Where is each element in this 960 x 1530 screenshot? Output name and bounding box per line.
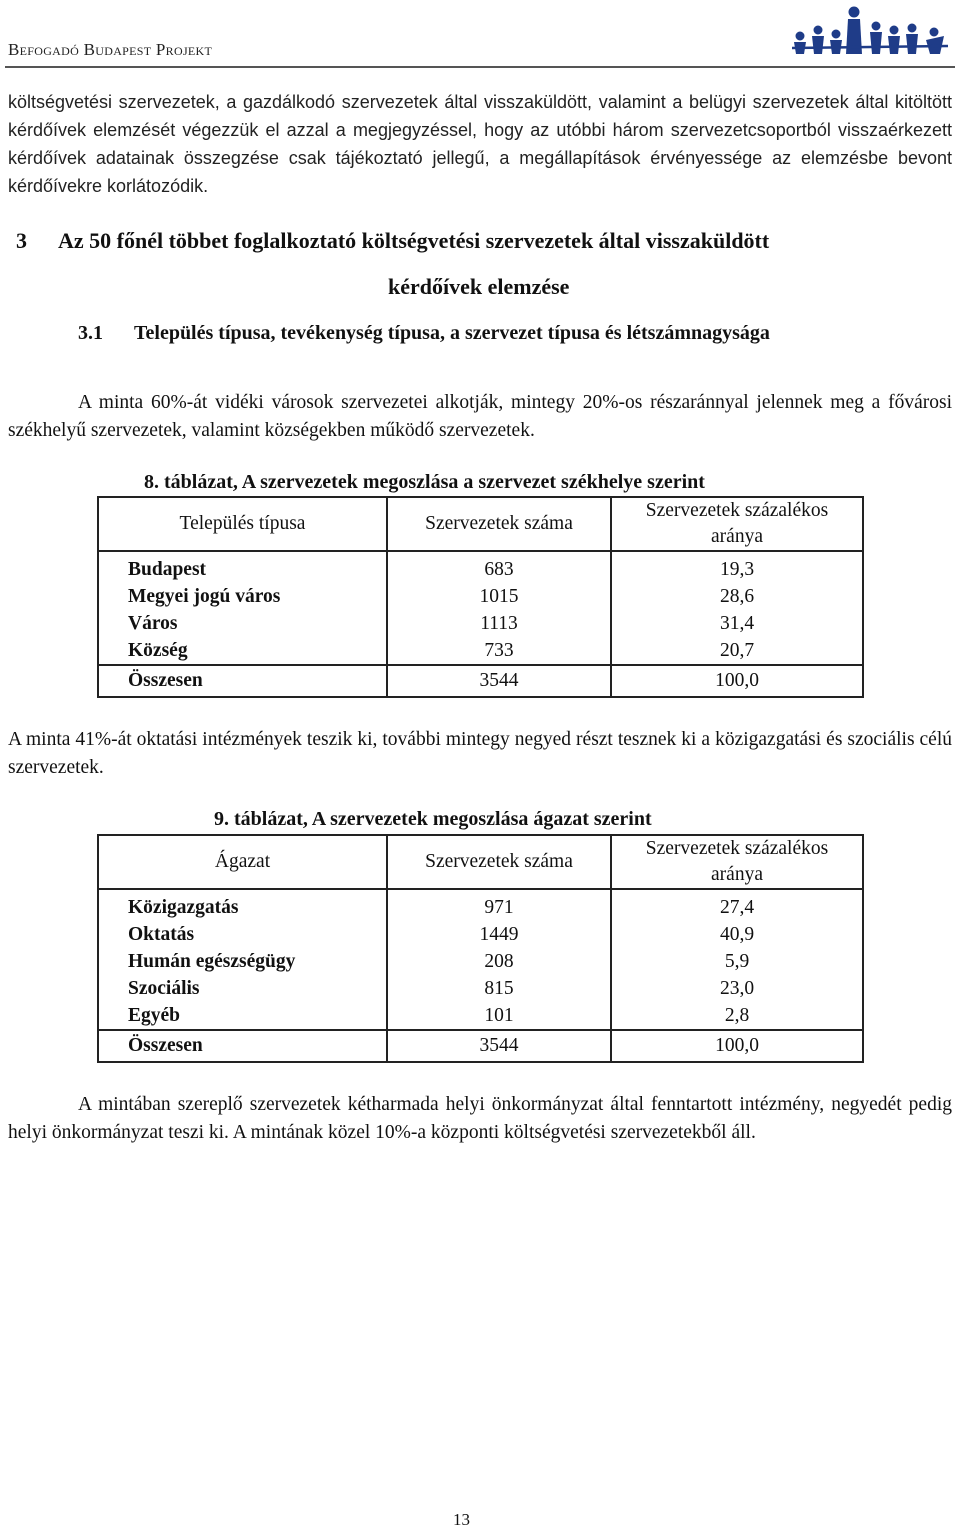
table-row: [98, 1002, 863, 1030]
total-pct: 100,0: [611, 665, 863, 697]
table-row: [98, 637, 863, 665]
row-count: 733: [387, 637, 611, 665]
row-pct: 23,0: [611, 975, 863, 1002]
intro-paragraph: költségvetési szervezetek, a gazdálkodó szervezetek által visszaküldött, valamint a belügyi szervezetek által kitöltött kérdőívek elemzését végezzük el azzal a megjegyzéssel, hogy az utóbbi három szervezetcsoportból visszaérkezett kérdőívek adatainak összegzése csak tájékoztató jellegű, a megállapítások érvényessége az elemzésbe bevont kérdőívekre korlátozódik.: [8, 92, 952, 196]
row-label: Község: [98, 637, 387, 665]
total-label: Összesen: [98, 1030, 387, 1062]
header-divider: [5, 66, 955, 68]
table-row: [98, 610, 863, 637]
row-pct: 31,4: [611, 610, 863, 637]
table-total-row: [98, 665, 863, 697]
table-8-caption: 8. táblázat, A szervezetek megoszlása a szervezet székhelye szerint: [144, 471, 705, 493]
table-total-row: [98, 1030, 863, 1062]
table-8-header-type: Település típusa: [98, 497, 387, 551]
table-row: [98, 551, 863, 583]
subsection-number: 3.1: [78, 322, 103, 344]
row-label: Egyéb: [98, 1002, 387, 1030]
table-row: [98, 948, 863, 975]
row-count: 971: [387, 889, 611, 921]
table-9-header-sector: Ágazat: [98, 835, 387, 889]
total-count: 3544: [387, 665, 611, 697]
section-title-line2: kérdőívek elemzése: [388, 274, 570, 299]
table-row: [98, 889, 863, 921]
row-pct: 5,9: [611, 948, 863, 975]
table-8-header-pct: Szervezetek százalékos aránya: [611, 497, 863, 551]
total-count: 3544: [387, 1030, 611, 1062]
row-count: 1449: [387, 921, 611, 948]
row-count: 1113: [387, 610, 611, 637]
row-count: 101: [387, 1002, 611, 1030]
paragraph-1: A minta 60%-át vidéki városok szervezetei alkotják, mintegy 20%-os részaránnyal jelennek meg a fővárosi székhelyű szervezetek, valamint községekben működő szervezetek.: [8, 392, 952, 441]
table-8: [97, 496, 864, 698]
row-count: 1015: [387, 583, 611, 610]
row-label: Megyei jogú város: [98, 583, 387, 610]
paragraph-3: A mintában szereplő szervezetek kétharmada helyi önkormányzat által fenntartott intézmény, negyedét pedig helyi önkormányzat teszi ki. A mintának közel 10%-a központi költségvetési szervezetekből áll.: [8, 1094, 952, 1143]
row-label: Budapest: [98, 551, 387, 583]
table-row: [98, 921, 863, 948]
subsection-title: Település típusa, tevékenység típusa, a szervezet típusa és létszámnagysága: [134, 322, 770, 344]
row-count: 815: [387, 975, 611, 1002]
row-pct: 20,7: [611, 637, 863, 665]
row-label: Város: [98, 610, 387, 637]
row-label: Szociális: [98, 975, 387, 1002]
row-pct: 40,9: [611, 921, 863, 948]
family-figures-logo-icon: [788, 6, 954, 60]
table-8-header-count: Szervezetek száma: [387, 497, 611, 551]
table-row: [98, 975, 863, 1002]
row-count: 208: [387, 948, 611, 975]
row-count: 683: [387, 551, 611, 583]
document-header-title: Befogadó Budapest Projekt: [8, 40, 213, 59]
row-pct: 19,3: [611, 551, 863, 583]
table-9-header-count: Szervezetek száma: [387, 835, 611, 889]
row-label: Oktatás: [98, 921, 387, 948]
table-row: [98, 583, 863, 610]
page-number: 13: [453, 1510, 470, 1529]
section-number: 3: [16, 228, 27, 253]
row-pct: 27,4: [611, 889, 863, 921]
table-9-caption: 9. táblázat, A szervezetek megoszlása ágazat szerint: [214, 808, 652, 830]
total-pct: 100,0: [611, 1030, 863, 1062]
section-title-line1: Az 50 főnél többet foglalkoztató költségvetési szervezetek által visszaküldött: [58, 228, 770, 253]
row-pct: 28,6: [611, 583, 863, 610]
total-label: Összesen: [98, 665, 387, 697]
table-9: [97, 834, 864, 1063]
row-label: Közigazgatás: [98, 889, 387, 921]
row-pct: 2,8: [611, 1002, 863, 1030]
table-9-header-pct: Szervezetek százalékos aránya: [611, 835, 863, 889]
paragraph-2: A minta 41%-át oktatási intézmények teszik ki, további mintegy negyed részt tesznek ki a közigazgatási és szociális célú szervezetek.: [8, 729, 952, 778]
row-label: Humán egészségügy: [98, 948, 387, 975]
